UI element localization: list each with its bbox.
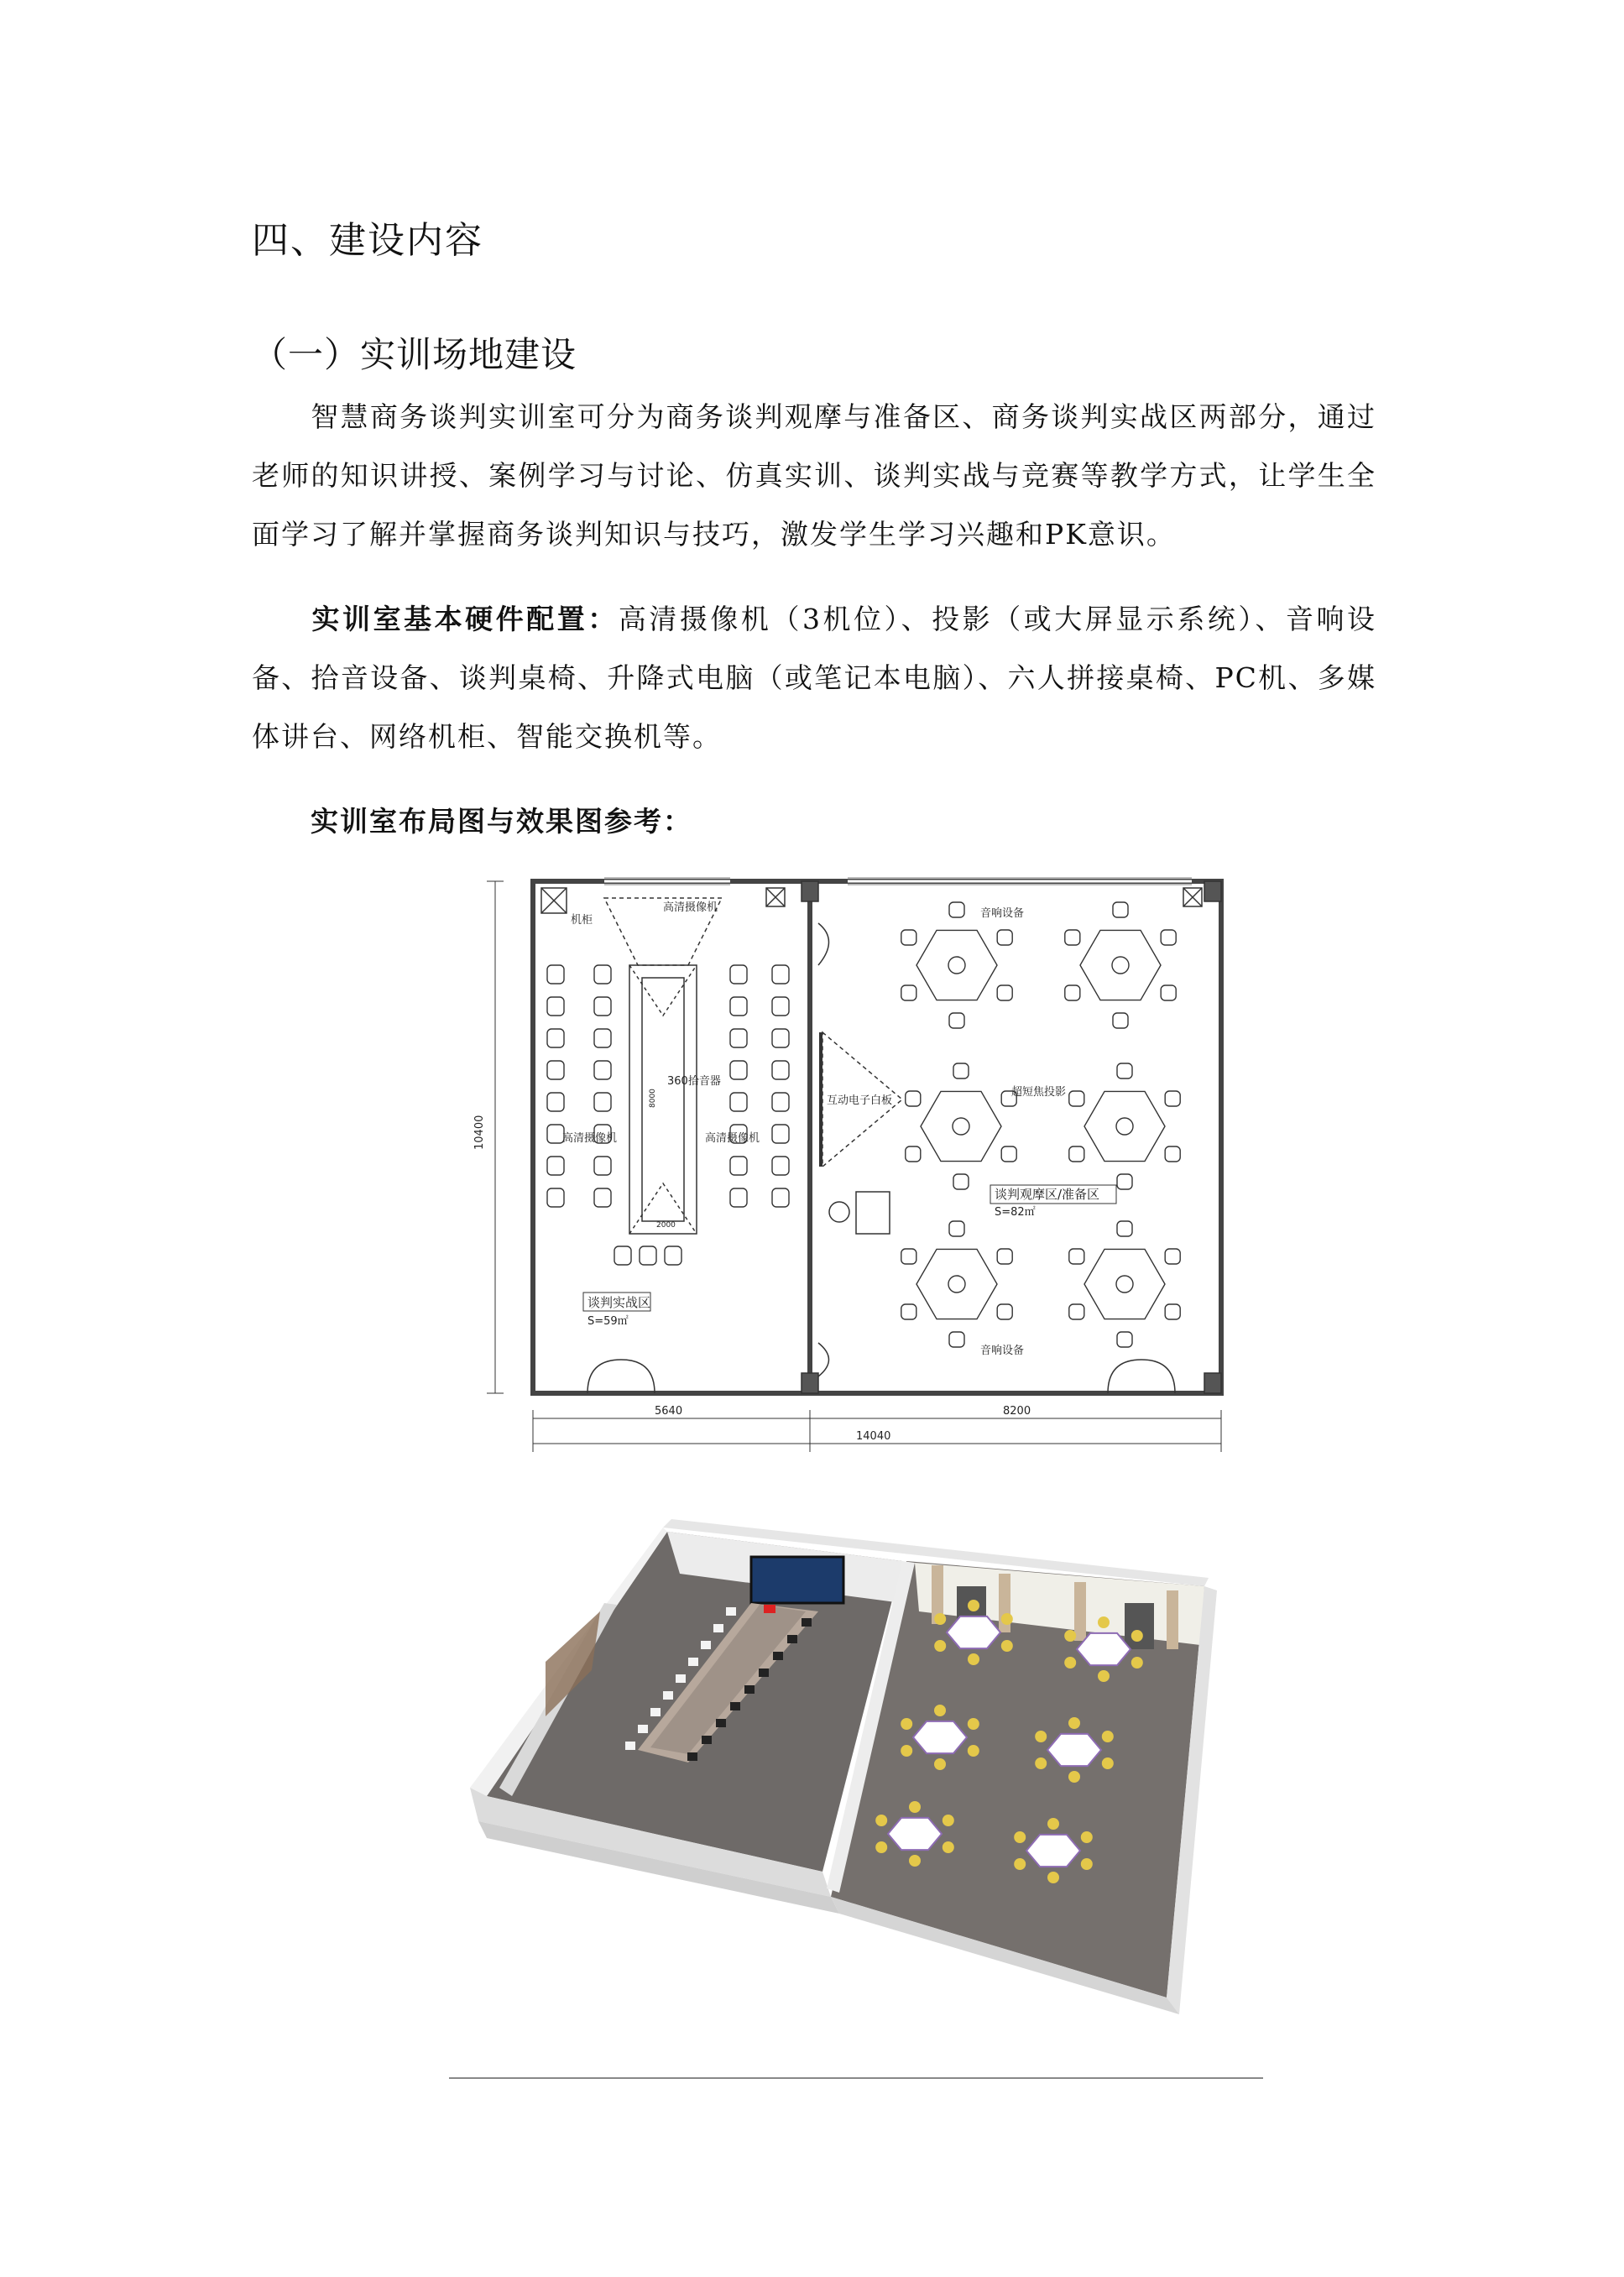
label-projector: 超短焦投影: [1011, 1086, 1067, 1099]
hardware-lead: 实训室基本硬件配置：: [311, 603, 619, 635]
label-cabinet: 机柜: [571, 914, 593, 927]
render-chair: [1014, 1858, 1026, 1870]
room-3d-rendering: [436, 1511, 1259, 2048]
floorplan-chair: [1001, 1146, 1016, 1162]
render-chair: [1001, 1613, 1013, 1625]
render-chair: [625, 1742, 635, 1750]
render-chair: [638, 1725, 648, 1733]
floorplan-chair: [949, 902, 964, 917]
floorplan-chair: [1165, 1146, 1180, 1162]
render-chair: [1102, 1757, 1114, 1769]
floorplan-hex-center: [948, 957, 965, 974]
floorplan-chair: [1065, 930, 1080, 945]
render-chair: [1102, 1731, 1114, 1742]
render-chair: [1081, 1831, 1093, 1843]
floorplan-chair: [730, 1157, 747, 1175]
floorplan-chair: [772, 965, 789, 984]
floorplan-chair: [594, 965, 611, 984]
floorplan-chair: [1113, 1013, 1128, 1028]
floorplan-chair: [665, 1246, 681, 1265]
render-chair: [943, 1815, 954, 1826]
label-whiteboard: 互动电子白板: [827, 1094, 893, 1107]
label-camera-right: 高清摄像机: [705, 1132, 760, 1145]
floorplan-chair: [906, 1091, 921, 1106]
dim-left: 5640: [655, 1405, 683, 1418]
render-chair: [934, 1705, 946, 1716]
render-chair: [1047, 1818, 1059, 1830]
render-chair: [744, 1685, 755, 1694]
render-chair: [1068, 1771, 1080, 1783]
label-zone-practice: 谈判实战区: [587, 1295, 651, 1310]
floorplan-hex-center: [1116, 1276, 1133, 1293]
floorplan-chair: [1165, 1091, 1180, 1106]
floorplan-chair: [547, 1157, 564, 1175]
render-chair: [934, 1613, 946, 1625]
floorplan-chair: [949, 1221, 964, 1236]
dim-total: 14040: [856, 1430, 891, 1443]
render-chair: [1035, 1757, 1047, 1769]
subsection-heading: （一）实训场地建设: [252, 334, 577, 375]
floorplan-chair: [901, 1249, 916, 1264]
floorplan-chair: [772, 1061, 789, 1079]
render-chair: [773, 1652, 783, 1660]
render-chair: [687, 1752, 697, 1761]
floorplan-chair: [730, 1093, 747, 1111]
label-table-width: 2000: [656, 1221, 676, 1230]
floorplan-chair: [640, 1246, 656, 1265]
render-chair: [1081, 1858, 1093, 1870]
floorplan-hex-table: [916, 930, 997, 1000]
page-footer-rule: [449, 2077, 1263, 2079]
render-chair: [1064, 1630, 1076, 1642]
floorplan-chair: [772, 1029, 789, 1047]
render-chair: [968, 1745, 979, 1757]
label-zone-observe-area: S=82㎡: [995, 1206, 1036, 1219]
render-chair: [1014, 1831, 1026, 1843]
render-chair: [1035, 1731, 1047, 1742]
floorplan-chair: [730, 1029, 747, 1047]
floorplan-chair: [772, 997, 789, 1016]
render-chair: [676, 1674, 686, 1683]
render-chair: [1131, 1630, 1143, 1642]
floorplan-chair: [997, 985, 1012, 1000]
floorplan-chair: [547, 1188, 564, 1207]
dim-height: 10400: [473, 1115, 486, 1150]
render-chair: [1131, 1657, 1143, 1669]
floorplan-chair: [949, 1013, 964, 1028]
floorplan-chair: [772, 1125, 789, 1143]
floorplan-chair: [949, 1332, 964, 1347]
render-chair: [730, 1702, 740, 1710]
render-chair: [968, 1653, 979, 1665]
floorplan-chair: [594, 997, 611, 1016]
floorplan-chair: [901, 930, 916, 945]
floorplan-chair: [547, 965, 564, 984]
render-chair: [1001, 1640, 1013, 1652]
render-chair: [934, 1758, 946, 1770]
floorplan-chair: [594, 1188, 611, 1207]
intro-paragraph-text: 智慧商务谈判实训室可分为商务谈判观摩与准备区、商务谈判实战区两部分，通过老师的知识讲授、案例学习与讨论、仿真实训、谈判实战与竞赛等教学方式，让学生全面学习了解并掌握商务谈判知识与技巧，激发学生学习兴趣和PK意识。: [252, 400, 1376, 551]
render-chair: [901, 1718, 912, 1730]
floorplan-chair: [547, 1093, 564, 1111]
label-camera-left: 高清摄像机: [562, 1132, 618, 1145]
render-chair: [702, 1736, 712, 1744]
floorplan-hex-center: [953, 1118, 969, 1135]
floorplan-chair: [953, 1063, 969, 1078]
floorplan-chair: [1161, 930, 1176, 945]
floorplan-hex-table: [1084, 1249, 1165, 1319]
render-chair: [875, 1815, 887, 1826]
floorplan-chair: [1117, 1332, 1132, 1347]
render-chair: [726, 1607, 736, 1616]
render-chair: [787, 1635, 797, 1643]
label-table-length: 8000: [649, 1089, 657, 1108]
render-chair: [943, 1841, 954, 1853]
render-chair: [701, 1641, 711, 1649]
render-chair: [901, 1745, 912, 1757]
label-zone-practice-area: S=59㎡: [587, 1315, 629, 1328]
floorplan-chair: [1069, 1091, 1084, 1106]
floorplan-chair: [1117, 1174, 1132, 1189]
label-audio-bottom: 音响设备: [980, 1345, 1025, 1357]
render-chair: [875, 1841, 887, 1853]
floorplan-chair: [1113, 902, 1128, 917]
floorplan-chair: [1069, 1249, 1084, 1264]
floorplan-chair: [1117, 1063, 1132, 1078]
floorplan-chair: [730, 1188, 747, 1207]
floorplan-chair: [1165, 1304, 1180, 1319]
render-chair: [1064, 1657, 1076, 1669]
floorplan-chair: [547, 1061, 564, 1079]
floorplan-hex-table: [916, 1249, 997, 1319]
floorplan-chair: [901, 985, 916, 1000]
floorplan-hex-table: [921, 1091, 1001, 1161]
render-chair: [650, 1708, 661, 1716]
render-chair: [716, 1719, 726, 1727]
render-chair: [934, 1640, 946, 1652]
floorplan-chair: [730, 1061, 747, 1079]
floorplan-chair: [997, 1304, 1012, 1319]
floorplan-chair: [730, 965, 747, 984]
render-chair: [759, 1669, 769, 1677]
section-heading: 四、建设内容: [252, 219, 483, 262]
hardware-body: 高清摄像机（3机位）、投影（或大屏显示系统）、音响设备、拾音设备、谈判桌椅、升降式电脑（或笔记本电脑）、六人拼接桌椅、PC机、多媒体讲台、网络机柜、智能交换机等。: [252, 603, 1377, 753]
label-zone-observe: 谈判观摩区/准备区: [995, 1187, 1100, 1202]
floorplan-hex-table: [1080, 930, 1161, 1000]
floorplan-chair: [1069, 1304, 1084, 1319]
floorplan-chair: [594, 1093, 611, 1111]
layout-caption: [252, 792, 1376, 851]
floorplan-chair: [772, 1157, 789, 1175]
render-chair: [802, 1618, 812, 1627]
floorplan-hex-center: [948, 1276, 965, 1293]
dim-right: 8200: [1003, 1405, 1031, 1418]
render-chair: [663, 1691, 673, 1700]
hardware-paragraph: [252, 590, 1376, 766]
floorplan-chair: [594, 1061, 611, 1079]
render-chair: [713, 1624, 723, 1632]
render-chair: [909, 1855, 921, 1867]
floorplan-chair: [772, 1093, 789, 1111]
floorplan-chair: [594, 1029, 611, 1047]
render-chair: [1068, 1717, 1080, 1729]
floorplan-chair: [614, 1246, 631, 1265]
floorplan-chair: [547, 1029, 564, 1047]
floorplan-chair: [1161, 985, 1176, 1000]
floorplan-chair: [772, 1188, 789, 1207]
render-chair: [1098, 1616, 1110, 1628]
render-chair: [909, 1801, 921, 1813]
label-mic-360: 360拾音器: [667, 1075, 721, 1088]
floorplan-chair: [953, 1174, 969, 1189]
label-camera-top: 高清摄像机: [663, 901, 718, 914]
floorplan-chair: [1065, 985, 1080, 1000]
floorplan-chair: [906, 1146, 921, 1162]
render-chair: [968, 1718, 979, 1730]
render-chair: [1047, 1872, 1059, 1883]
floorplan-chair: [1165, 1249, 1180, 1264]
floorplan-chair: [997, 930, 1012, 945]
floorplan-chair: [547, 1125, 564, 1143]
layout-caption-text: 实训室布局图与效果图参考：: [311, 805, 692, 838]
floorplan-hex-table: [1084, 1091, 1165, 1161]
floorplan-chair: [594, 1157, 611, 1175]
floorplan-hex-center: [1116, 1118, 1133, 1135]
label-audio-top: 音响设备: [980, 907, 1025, 920]
floorplan-hex-center: [1112, 957, 1129, 974]
floor-plan-diagram: [453, 864, 1234, 1469]
render-chair: [1098, 1670, 1110, 1682]
floorplan-chair: [1117, 1221, 1132, 1236]
intro-paragraph: [252, 388, 1376, 564]
floorplan-chair: [1069, 1146, 1084, 1162]
render-chair: [688, 1658, 698, 1666]
floorplan-chair: [997, 1249, 1012, 1264]
floorplan-chair: [547, 997, 564, 1016]
floorplan-chair: [730, 997, 747, 1016]
floorplan-chair: [901, 1304, 916, 1319]
render-chair: [968, 1600, 979, 1611]
